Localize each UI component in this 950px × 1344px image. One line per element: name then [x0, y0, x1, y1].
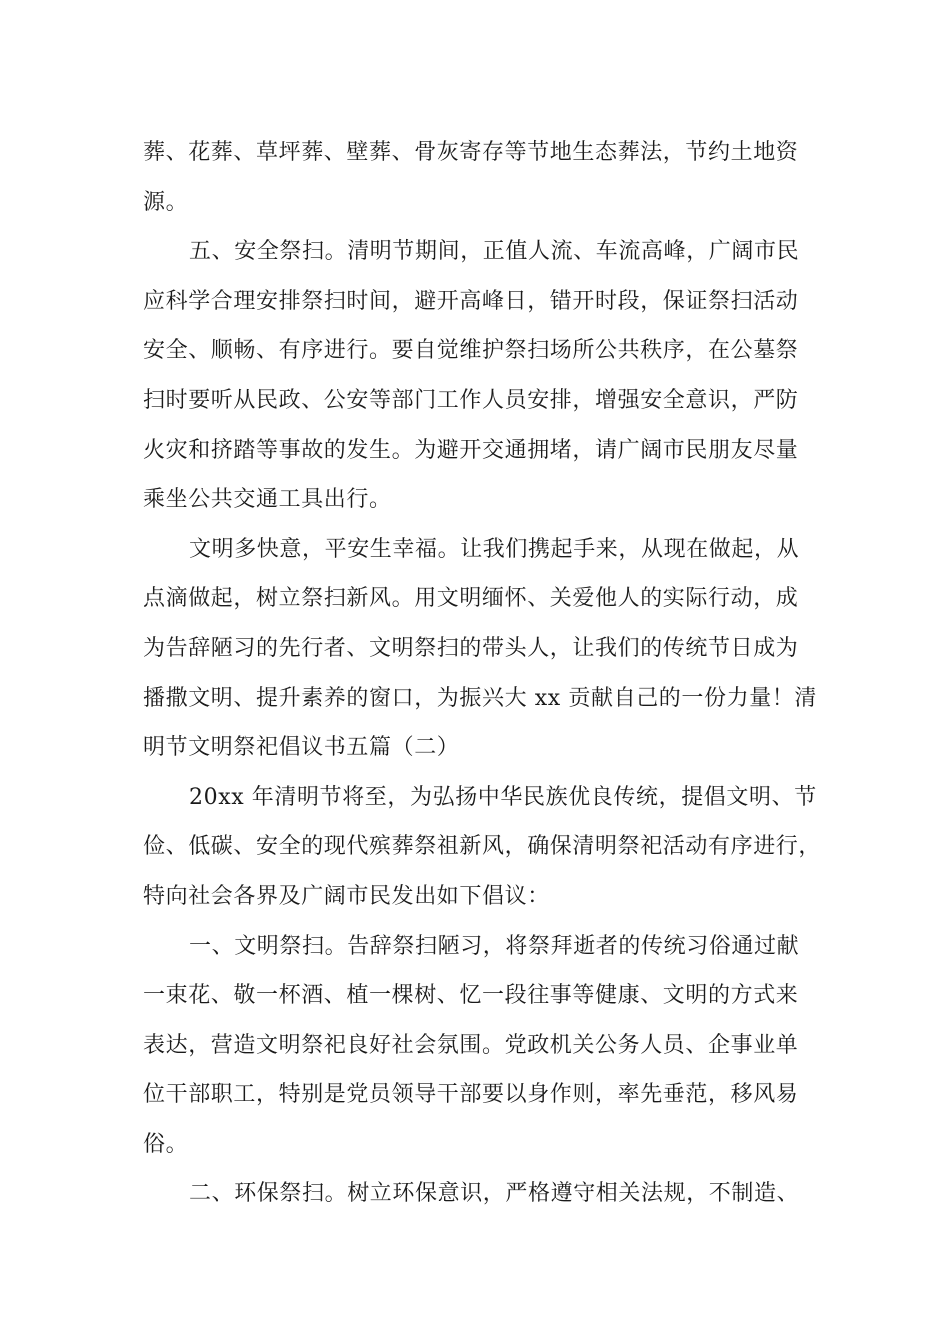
text-line: 俗。	[143, 1131, 189, 1157]
paragraph-start-line: 五、安全祭扫。清明节期间，正值人流、车流高峰，广阔市民	[189, 239, 800, 265]
text-line: 播撒文明、提升素养的窗口，为振兴大 xx 贡献自己的一份力量！清	[143, 685, 818, 711]
text-line: 明节文明祭祀倡议书五篇（二）	[143, 735, 460, 761]
text-line: 源。	[143, 189, 189, 215]
text-line: 表达，营造文明祭祀良好社会氛围。党政机关公务人员、企事业单	[143, 1032, 799, 1058]
text-line: 俭、低碳、安全的现代殡葬祭祖新风，确保清明祭祀活动有序进行，	[143, 834, 822, 860]
text-line: 特向社会各界及广阔市民发出如下倡议：	[143, 883, 550, 909]
paragraph-start-line: 一、文明祭扫。告辞祭扫陋习，将祭拜逝者的传统习俗通过献	[189, 933, 800, 959]
text-line: 葬、花葬、草坪葬、壁葬、骨灰寄存等节地生态葬法，节约土地资	[143, 140, 799, 165]
text-line: 为告辞陋习的先行者、文明祭扫的带头人，让我们的传统节日成为	[143, 635, 799, 661]
text-line: 位干部职工，特别是党员领导干部要以身作则，率先垂范，移风易	[143, 1082, 799, 1108]
document-page	[143, 128, 823, 1219]
paragraph-start-line: 20xx 年清明节将至，为弘扬中华民族优良传统，提倡文明、节	[189, 784, 817, 810]
text-line: 扫时要听从民政、公安等部门工作人员安排，增强安全意识，严防	[143, 387, 799, 413]
paragraph-start-line: 二、环保祭扫。树立环保意识，严格遵守相关法规，不制造、	[189, 1181, 800, 1207]
text-line: 点滴做起，树立祭扫新风。用文明缅怀、关爱他人的实际行动，成	[143, 586, 799, 612]
text-line: 一束花、敬一杯酒、植一棵树、忆一段往事等健康、文明的方式来	[143, 983, 799, 1009]
text-line: 安全、顺畅、有序进行。要自觉维护祭扫场所公共秩序，在公墓祭	[143, 338, 799, 364]
text-line: 火灾和挤踏等事故的发生。为避开交通拥堵，请广阔市民朋友尽量	[143, 437, 799, 463]
text-line: 应科学合理安排祭扫时间，避开高峰日，错开时段，保证祭扫活动	[143, 288, 799, 314]
text-line: 乘坐公共交通工具出行。	[143, 487, 392, 513]
paragraph-start-line: 文明多快意，平安生幸福。让我们携起手来，从现在做起，从	[189, 536, 800, 562]
